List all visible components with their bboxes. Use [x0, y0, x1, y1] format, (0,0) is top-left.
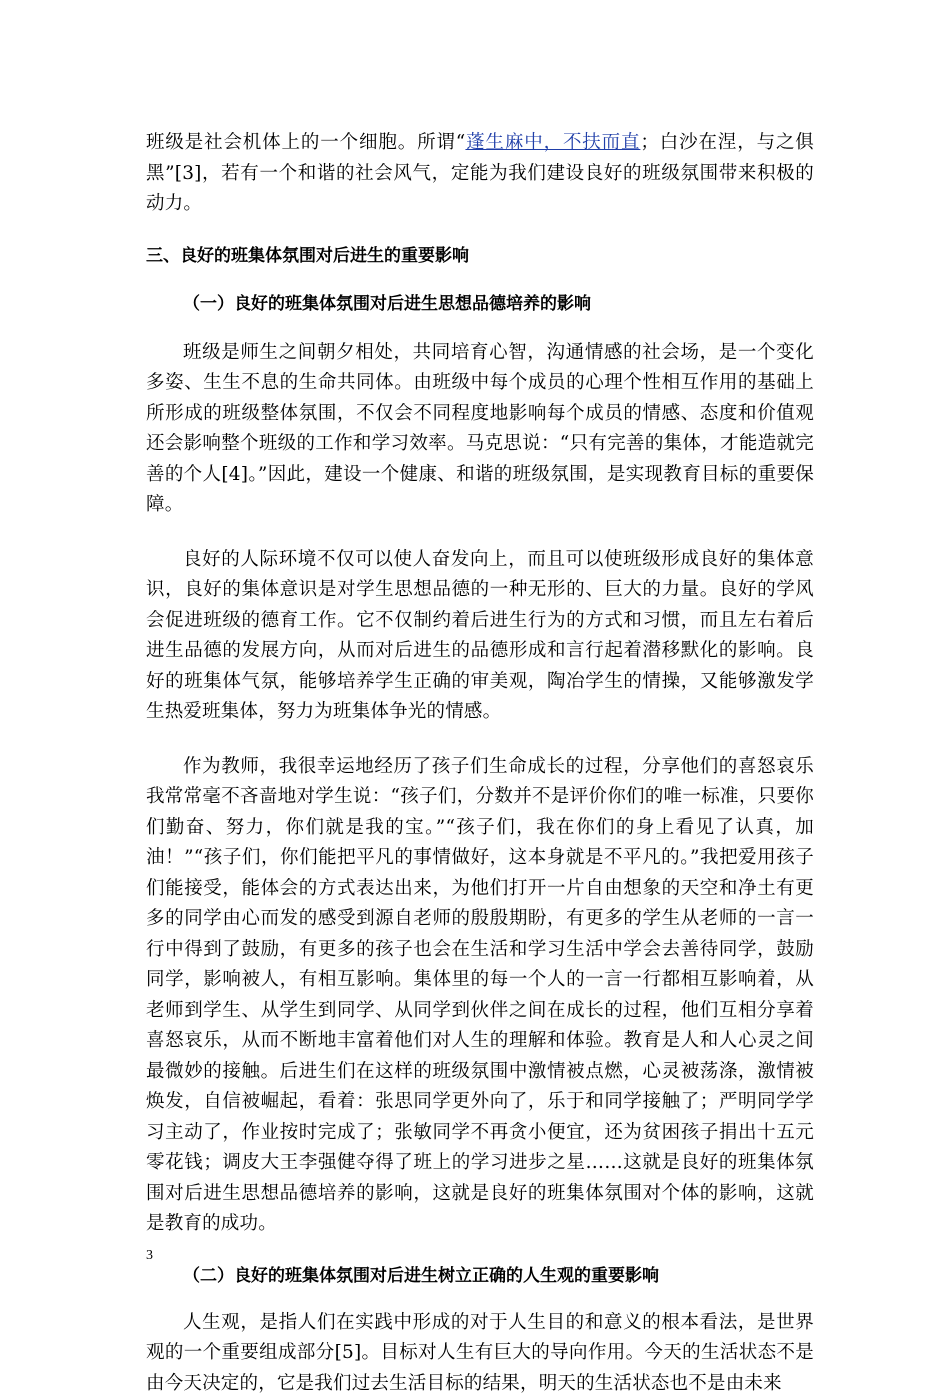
section-heading: 三、良好的班集体氛围对后进生的重要影响 — [146, 244, 814, 268]
intro-text-end: ；白沙在涅，与之俱黑”[3]，若有一个和谐的社会风气，定能为我们建设良好的班级氛围带来积极的动力。 — [146, 132, 814, 214]
page-body — [146, 118, 814, 1399]
subsection-heading-1: （一）良好的班集体氛围对后进生思想品德培养的影响 — [146, 292, 814, 316]
intro-paragraph — [146, 128, 814, 220]
page-number: 3 — [146, 1248, 153, 1264]
body-paragraph: 良好的人际环境不仅可以使人奋发向上，而且可以使班级形成良好的集体意识，良好的集体意识是对学生思想品德的一种无形的、巨大的力量。良好的学风会促进班级的德育工作。它不仅制约着后进生行为的方式和习惯，而且左右着后进生品德的发展方向，从而对后进生的品德形成和言行起着潜移默化的影响。良好的班集体气氛，能够培养学生正确的审美观，陶冶学生的情操，又能够激发学生热爱班集体，努力为班集体争光的情感。 — [146, 545, 814, 728]
subsection-heading-2: （二）良好的班集体氛围对后进生树立正确的人生观的重要影响 — [146, 1264, 814, 1288]
body-paragraph: 班级是师生之间朝夕相处，共同培育心智，沟通情感的社会场，是一个变化多姿、生生不息的生命共同体。由班级中每个成员的心理个性相互作用的基础上所形成的班级整体氛围，不仅会不同程度地影响每个成员的情感、态度和价值观还会影响整个班级的工作和学习效率。马克思说：“只有完善的集体，才能造就完善的个人[4]。”因此，建设一个健康、和谐的班级氛围，是实现教育目标的重要保障。 — [146, 338, 814, 521]
body-paragraph: 人生观，是指人们在实践中形成的对于人生目的和意义的根本看法，是世界观的一个重要组成部分[5]。目标对人生有巨大的导向作用。今天的生活状态不是由今天决定的，它是我们过去生活目标的结果，明天的生活状态也不是由未来 — [146, 1308, 814, 1399]
body-paragraph: 作为教师，我很幸运地经历了孩子们生命成长的过程，分享他们的喜怒哀乐我常常毫不吝啬地对学生说：“孩子们，分数并不是评价你们的唯一标准，只要你们勤奋、努力，你们就是我的宝。”“孩子们，我在你们的身上看见了认真，加油！”“孩子们，你们能把平凡的事情做好，这本身就是不平凡的。”我把爱用孩子们能接受，能体会的方式表达出来，为他们打开一片自由想象的天空和净土有更多的同学由心而发的感受到源自老师的殷殷期盼，有更多的学生从老师的一言一行中得到了鼓励，有更多的孩子也会在生活和学习生活中学会去善待同学，鼓励同学，影响被人，有相互影响。集体里的每一个人的一言一行都相互影响着，从老师到学生、从学生到同学、从同学到伙伴之间在成长的过程，他们互相分享着喜怒哀乐，从而不断地丰富着他们对人生的理解和体验。教育是人和人心灵之间最微妙的接触。后进生们在这样的班级氛围中激情被点燃，心灵被荡涤，激情被焕发，自信被崛起，看着：张思同学更外向了，乐于和同学接触了；严明同学学习主动了，作业按时完成了；张敏同学不再贪小便宜，还为贫困孩子捐出十五元零花钱；调皮大王李强健夺得了班上的学习进步之星……这就是良好的班集体氛围对后进生思想品德培养的影响，这就是良好的班集体氛围对个体的影响，这就是教育的成功。 — [146, 752, 814, 1240]
quote-link[interactable]: 蓬生麻中，不扶而直 — [465, 132, 640, 153]
intro-text-start: 班级是社会机体上的一个细胞。所谓“ — [146, 132, 465, 153]
